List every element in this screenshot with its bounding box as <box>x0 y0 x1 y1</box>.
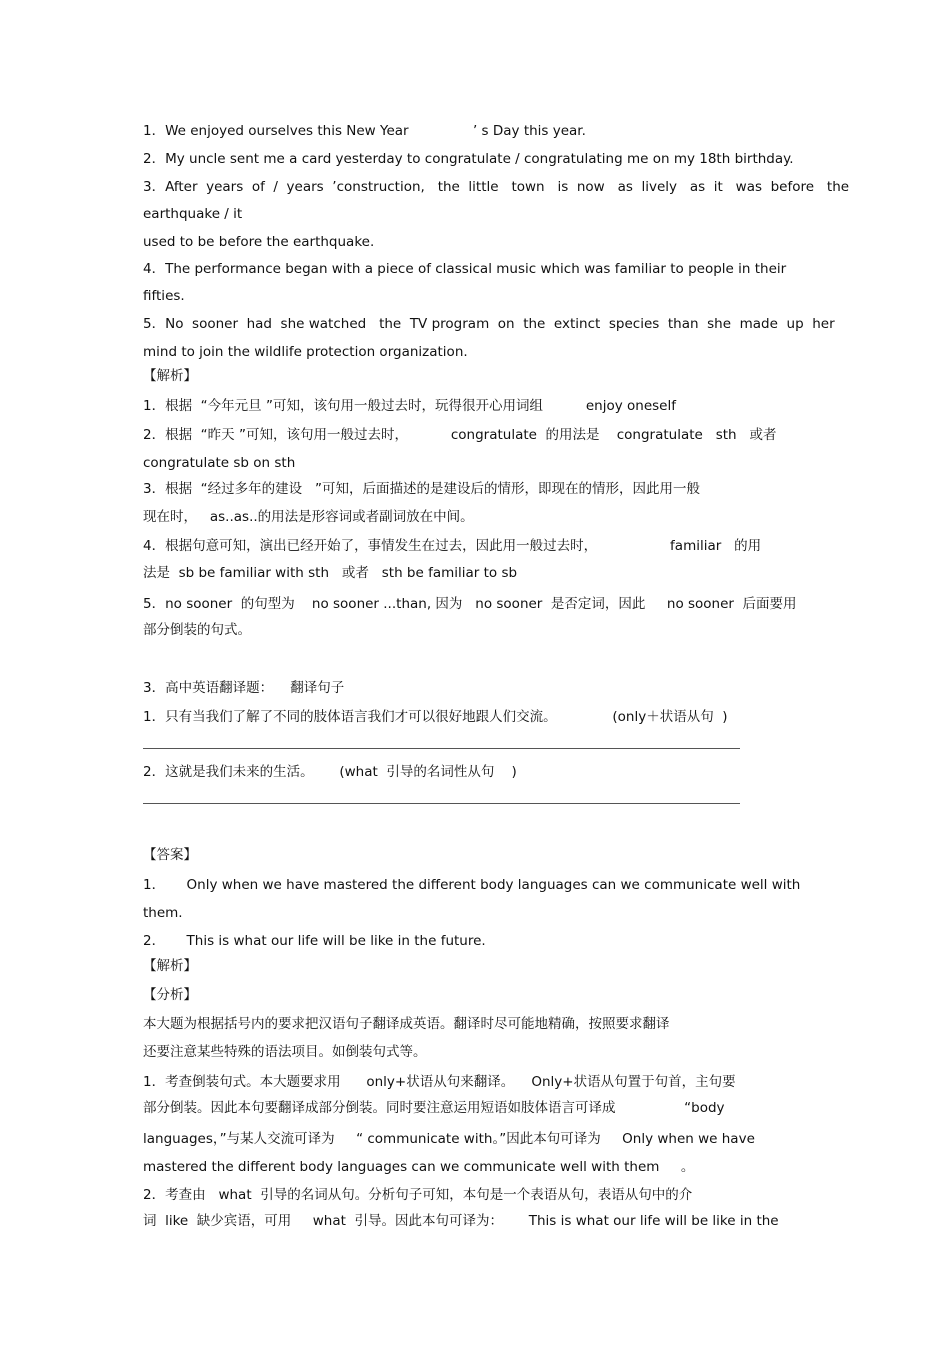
text-line: 【分析】 <box>143 987 197 1003</box>
text-line: 2．My uncle sent me a card yesterday to congratulate / congratulating me on my 18th birthday. <box>143 151 794 167</box>
text-line: 3．根据 “经过多年的建设 ”可知，后面描述的是建设后的情形，即现在的情形，因此用一般 <box>143 481 701 497</box>
answer-blank-line <box>143 748 740 749</box>
text-line: 部分倒装的句式。 <box>143 622 251 638</box>
text-line: 1． Only when we have mastered the different body languages can we communicate well with <box>143 877 801 893</box>
text-line: languages，”与某人交流可译为 “ communicate with。”因此本句可译为 Only when we have <box>143 1131 755 1147</box>
answer-blank-line <box>143 803 740 804</box>
text-line: 【解析】 <box>143 368 197 384</box>
text-line: 【解析】 <box>143 958 197 974</box>
text-line: 1．只有当我们了解了不同的肢体语言我们才可以很好地跟人们交流。 (only＋状语从句 ) <box>143 709 728 725</box>
text-line: them. <box>143 905 183 921</box>
text-line: 2．考查由 what 引导的名词从句。分析句子可知，本句是一个表语从句，表语从句中的介 <box>143 1187 693 1203</box>
text-line: mind to join the wildlife protection organization. <box>143 344 468 360</box>
text-line: 词 like 缺少宾语，可用 what 引导。因此本句可译为： This is what our life will be like in the <box>143 1213 779 1229</box>
text-line: 4．The performance began with a piece of classical music which was familiar to people in their <box>143 261 787 277</box>
text-line: 1．根据 “今年元旦 ”可知，该句用一般过去时，玩得很开心用词组 enjoy oneself <box>143 398 676 414</box>
text-line: 3．高中英语翻译题： 翻译句子 <box>143 680 345 696</box>
text-line: mastered the different body languages can we communicate well with them 。 <box>143 1159 695 1175</box>
text-line: 2． This is what our life will be like in the future. <box>143 933 486 949</box>
text-line: 部分倒装。因此本句要翻译成部分倒装。同时要注意运用短语如肢体语言可译成 “body <box>143 1100 725 1116</box>
text-line: 4．根据句意可知，演出已经开始了，事情发生在过去，因此用一般过去时， familiar 的用 <box>143 538 762 554</box>
text-line: 5．no sooner 的句型为 no sooner ...than, 因为 no sooner 是否定词，因此 no sooner 后面要用 <box>143 596 797 612</box>
text-line: 3．After years of / years ’construction, the little town is now as lively as it was before the <box>143 179 850 195</box>
text-line: 1．考查倒装句式。本大题要求用 only+状语从句来翻译。 Only+状语从句置于句首，主句要 <box>143 1074 736 1090</box>
text-line: 【答案】 <box>143 847 197 863</box>
text-line: earthquake / it <box>143 206 243 222</box>
text-line: 1．We enjoyed ourselves this New Year ’ s Day this year. <box>143 123 586 139</box>
text-line: used to be before the earthquake. <box>143 234 375 250</box>
text-line: 2．根据 “昨天 ”可知，该句用一般过去时， congratulate 的用法是 congratulate sth 或者 <box>143 427 777 443</box>
text-line: 5．No sooner had she watched the TV program on the extinct species than she made up her <box>143 316 835 332</box>
text-line: 现在时， as..as..的用法是形容词或者副词放在中间。 <box>143 509 474 525</box>
text-line: fifties. <box>143 288 185 304</box>
text-line: 还要注意某些特殊的语法项目。如倒装句式等。 <box>143 1044 427 1060</box>
text-line: congratulate sb on sth <box>143 455 296 471</box>
text-line: 法是 sb be familiar with sth 或者 sth be familiar to sb <box>143 565 518 581</box>
text-line: 本大题为根据括号内的要求把汉语句子翻译成英语。翻译时尽可能地精确，按照要求翻译 <box>143 1016 670 1032</box>
text-line: 2．这就是我们未来的生活。 (what 引导的名词性从句 ) <box>143 764 517 780</box>
